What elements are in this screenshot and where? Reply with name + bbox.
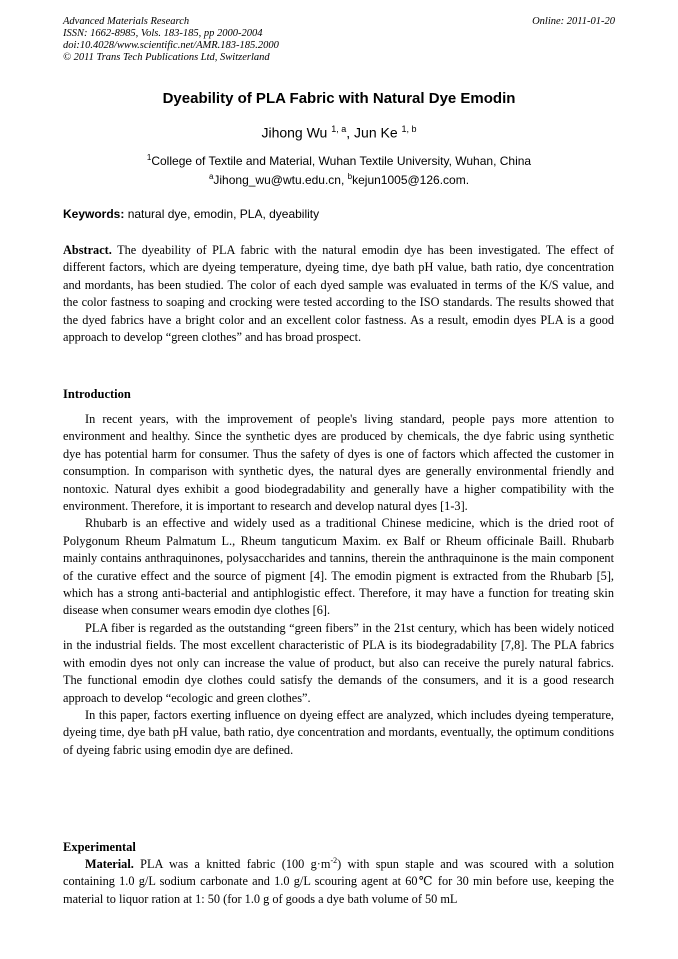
paragraph: In recent years, with the improvement of people's living standard, people pays more attention to environment and healthy. Since the synthetic dyes are produced by chemicals, the dye fabric using synthetic dye has potential harm for consumer. Thus the safety of dyes is one of factors which affected the customer in consumption. In comparison with synthetic dyes, the natural dyes are generally environmental friendly and nontoxic. Natural dyes exhibit a good biodegradability and generally have a higher compatibility with the environment. Therefore, it is important to research and develop natural dyes [1-3]. (63, 412, 614, 514)
copyright-line: © 2011 Trans Tech Publications Ltd, Switzerland (63, 52, 270, 63)
doi-line: doi:10.4028/www.scientific.net/AMR.183-185.2000 (63, 40, 279, 51)
author-line (0, 124, 678, 141)
paragraph: In this paper, factors exerting influence on dyeing effect are analyzed, which includes dyeing temperature, dyeing time, dye bath pH value, bath ratio, dye concentration and mordants, eventually, the optimum conditions of dyeing fabric using emodin dye are defined. (63, 707, 614, 757)
affiliation-number: 1 (146, 153, 152, 162)
author-name: Jihong Wu (261, 124, 328, 141)
introduction-heading: Introduction (63, 387, 131, 401)
abstract-text: The dyeability of PLA fabric with the natural emodin dye has been investigated. The effect of different factors, which are dyeing temperature, dyeing time, dye bath pH value, bath ratio, dye concentration and mordants, has been studied. The color of each dyed sample was evaluated in terms of the K/S value, and the color fastness to soaping and crocking were tested according to the ISO standards. The results showed that the dyed fabrics have a bright color and an excellent color fastness. As a result, emodin dyes PLA is a good approach to develop “green clothes” and has broad prospect. (63, 243, 614, 345)
author-name: Jun Ke (354, 124, 398, 141)
abstract-label: Abstract. (63, 243, 112, 257)
keywords-label: Keywords: (63, 207, 125, 221)
online-date: Online: 2011-01-20 (532, 16, 615, 27)
abstract-section (63, 242, 614, 346)
material-text: ) with spun staple and was scoured with a solution containing 1.0 g/L sodium carbonate and 1.0 g/L scouring agent at 60℃ for 30 min before use, keeping the material to liquor ration at 1: 50 (for 1.0 g of goods a dye bath volume of 50 mL (63, 857, 615, 906)
affiliation-text: College of Textile and Material, Wuhan Textile University, Wuhan, China (151, 154, 532, 168)
keywords-line (63, 207, 615, 221)
author-superscript: 1, b (401, 124, 417, 134)
paragraph: PLA fiber is regarded as the outstanding “green fibers” in the 21st century, which has been widely noticed in the industrial fields. The most excellent characteristic of PLA is its biodegradability [7,8]. The PLA fabrics with emodin dyes not only can increase the value of product, but also can receive the purely natural fabrics. The functional emodin dye clothes could satisfy the demands of the consumers, and it is a good research approach to develop “ecologic and green clothes”. (63, 620, 614, 705)
affiliation-line (0, 153, 678, 168)
email-a: Jihong_wu@wtu.edu.cn, (213, 173, 348, 187)
email-b: kejun1005@126.com. (352, 173, 470, 187)
journal-header (63, 16, 615, 64)
paper-title: Dyeability of PLA Fabric with Natural Dye Emodin (162, 90, 516, 107)
issn-line: ISSN: 1662-8985, Vols. 183-185, pp 2000-2004 (63, 28, 263, 39)
material-section (63, 856, 614, 908)
introduction-section (63, 411, 614, 759)
unit-superscript: -2 (330, 855, 338, 865)
email-line (0, 172, 678, 187)
experimental-heading: Experimental (63, 840, 136, 854)
paragraph: Rhubarb is an effective and widely used as a traditional Chinese medicine, which is the dried root of Polygonum Rheum Palmatum L., Rheum tanguticum Maxim. ex Balf or Rheum officinale Baill. Rhubarb mainly contains anthraquinones, polysaccharides and tannins, therein the anthraquinone is the main component of the curative effect and the source of pigment [4]. The emodin pigment is extracted from the Rhubarb [5], which has a strong anti-bacterial and antiphlogistic effect. Therefore, it may have a function for treating skin disease when consumer wears emodin dye clothes [6]. (63, 516, 614, 618)
material-label: Material. (85, 857, 134, 871)
email-superscript: b (347, 172, 353, 181)
journal-name: Advanced Materials Research (63, 16, 190, 27)
material-text: PLA was a knitted fabric (100 g·m (133, 857, 331, 871)
author-separator: , (346, 124, 355, 141)
author-superscript: 1, a (331, 124, 347, 134)
email-superscript: a (208, 172, 214, 181)
keywords-text: natural dye, emodin, PLA, dyeability (124, 207, 320, 221)
